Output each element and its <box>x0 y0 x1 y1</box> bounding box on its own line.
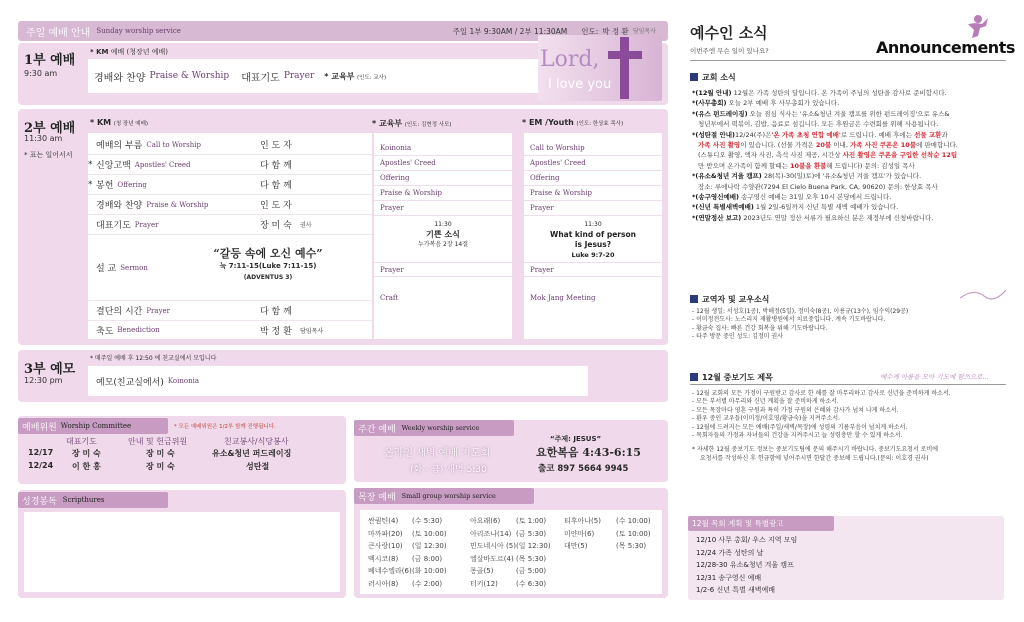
mokjang-time: (화 10:00) <box>412 567 447 575</box>
service3-panel <box>18 350 668 402</box>
service1-km: KM <box>96 48 109 56</box>
leader-name: 박 정 환 <box>602 26 629 36</box>
em-item: Call to Worship <box>524 141 662 156</box>
s2-row7: 결단의 시간 <box>96 307 143 317</box>
edu-after: Craft <box>380 294 399 302</box>
prayer-line: - 환우 중인 교우들(이미정/이호영/황금숙)을 지켜주소서. <box>692 415 840 423</box>
c-r2-c: 성탄절 <box>246 462 270 471</box>
n8-head: *(유소&청년 겨울 캠프) <box>692 172 762 181</box>
cross-image <box>538 35 662 101</box>
s1-praise-en: Praise & Worship <box>149 71 230 81</box>
s2-row8-who: 박 정 환 <box>260 326 292 337</box>
c-r2-date: 12/24 <box>28 461 54 470</box>
mokjang-group: 터키(12) <box>470 579 498 588</box>
edu-time: 11:30 <box>434 221 452 228</box>
committee-panel <box>18 416 346 484</box>
mokjang-time: (목 5:30) <box>616 542 647 550</box>
n5-red3: 가족 사진 촬영 <box>698 141 741 150</box>
n2-head: *(사무총회) <box>692 99 727 108</box>
s3-item-en: Koinonia <box>167 377 200 385</box>
n9-cont: 장소: 루에나락 수양관(7294 El Cielo Buena Park, CA, 90620) 문의: 한상효 목사 <box>698 182 938 191</box>
plan-line: 12/24 가족 성탄의 날 <box>696 548 764 557</box>
n5-red5: 가족 사진 쿠폰은 10불 <box>849 141 917 150</box>
divider <box>690 60 1006 61</box>
s2-row2-star: * <box>88 159 93 170</box>
mokjang-time: (일 12:30) <box>412 542 447 550</box>
service2-panel: 2부 예배 11:30 am * 표는 일어서서 * KM (청 장년 예배) 예배의 부름 Call to Worship 인 도 자 * 신앙고백 Apostles' Creed 다 함 께 * 봉헌 Offering 다 함 께 경배와 찬양 Praise & Worship 인 도 자 대표기도 Prayer 장 미 숙 권사 설 교 Sermon “갈등 속에 오신 예수” 눅 7:11-15(Luke 7:11-15) (ADVENTUS 3) 결단의 시간 Prayer 다 함 께 축도 Benediction 박 정 환 담임목사 * 교육부 (인도: 김현정 사모) Koinonia Apostles' Creed Offering Praise & Worship Prayer 11:30 기쁜 소식 누가복음 2장 14절 Prayer Craft * EM /Youth (인도: 한상효 목사) Call to Worship Apostles' Creed Offering Praise & Worship Prayer 11:30 What kind of person is Jesus? Luke 9:7-20 Prayer Mok Jang Meeting <box>18 109 668 345</box>
n8-text: 28(목)-30(일)토)에 '유소&청년 겨울 캠프'가 있습니다. <box>763 172 922 181</box>
mokjang-header <box>354 488 534 504</box>
care-title: 교역자 및 교우소식 <box>702 295 770 304</box>
em-after: Mok Jang Meeting <box>530 294 596 302</box>
n2-text: 오늘 2부 예배 후 사무총회가 있습니다. <box>728 99 840 108</box>
mokjang-group: 싼퀀틴(4) <box>368 517 399 525</box>
mokjang-time: (수 2:00) <box>412 579 443 588</box>
n5-text: 이 있습니다. (선물 가격은 <box>740 141 814 150</box>
n1-head: *(12월 안내) <box>692 89 732 97</box>
em-time: 11:30 <box>584 221 602 228</box>
s2-row8: 축도 <box>96 326 114 337</box>
s1-praise: 경배와 찬양 <box>94 72 146 84</box>
committee-title-en: Worship Committee <box>60 422 132 430</box>
n11-head: *(신년 특별새벽예배) <box>692 203 754 212</box>
edu-col-title: 교육부 <box>378 119 403 128</box>
mokjang-title: 목장 예배 <box>358 492 396 503</box>
n7-cont: 만 받으며 온가족이 함께 할때는 <box>698 161 788 170</box>
service2-title: 2부 예배 <box>24 121 76 136</box>
s2-row4-en: Praise & Worship <box>146 200 209 209</box>
committee-header <box>18 418 168 434</box>
c-r1-date: 12/17 <box>28 448 54 457</box>
s2-row4-who: 인 도 자 <box>260 201 292 211</box>
weekly-line2: (화 - 금) 새벽 5:30 <box>410 465 487 475</box>
mokjang-time: (수 5:30) <box>412 517 443 525</box>
mokjang-time: (목 5:30) <box>516 554 547 563</box>
love-text: I love you <box>548 77 612 92</box>
service3-order <box>88 366 588 396</box>
prayer-title: 12월 중보기도 제목 <box>702 373 773 382</box>
square-icon <box>690 295 698 303</box>
s2-row8-title: 담임목사 <box>300 327 324 335</box>
s2-row3-who: 다 함 께 <box>260 181 292 191</box>
mokjang-group: 대만(5) <box>564 542 588 550</box>
prayer-line: - 12월 교회의 모든 가정이 구원받고 감사로 한 해를 잘 마무리하고 감사로 신년을 준비하게 하소서. <box>692 390 951 397</box>
em-item: Prayer <box>524 201 662 216</box>
mokjang-time: (금 8:00) <box>412 554 443 563</box>
n4-text3: 과 <box>941 130 948 139</box>
mokjang-title-en: Small group worship service <box>401 492 496 500</box>
n5-red4: 20불 <box>815 141 832 150</box>
mokjang-grid <box>360 510 662 594</box>
mokjang-time: (일 12:30) <box>516 542 551 550</box>
committee-col2: 안내 및 헌금위원 <box>128 437 188 446</box>
weekly-panel <box>354 420 668 482</box>
c-r2-a: 이 한 홍 <box>72 462 101 471</box>
s2-row7-en: Prayer <box>146 306 171 315</box>
committee-col1: 대표기도 <box>66 437 97 446</box>
n4-head: *(성탄절 안내) <box>692 130 735 139</box>
s2-row1-en: Call to Worship <box>146 140 201 149</box>
n10-head: *(송구영신예배) <box>692 193 740 202</box>
edu-item: Offering <box>374 171 512 186</box>
mokjang-time: (금 5:30) <box>516 529 547 538</box>
scripture-title-en: Scripthures <box>62 496 105 504</box>
em-col-sub: (인도: 한상효 목사) <box>576 121 624 127</box>
mokjang-time: (금 5:00) <box>516 567 547 575</box>
n4-text2: 로 드립니다. 예배 후에는 <box>840 130 912 139</box>
em-sermon2: is Jesus? <box>574 240 612 249</box>
s1-edu-sub: (인도: 교사) <box>356 74 387 81</box>
top-header-title-en: Sunday worship service <box>96 27 181 35</box>
prayer-line: - 모든 목장마다 영혼 구원과 특히 가정 구원의 은혜와 감사가 넘쳐 나게 하소서. <box>692 406 899 414</box>
scripture-panel <box>18 490 346 598</box>
s1-edu: 교육부 <box>331 71 355 81</box>
service2-time: 11:30 am <box>24 134 63 143</box>
n7-red7: 10불을 환불 <box>789 161 827 170</box>
divider <box>690 384 1006 385</box>
mokjang-time: (수 10:00) <box>616 517 651 525</box>
n3-text: 오늘 점심 식사는 '유소&청년 겨울 캠프를 위한 펀드레이징'으로 유스& <box>749 109 950 118</box>
n6-cont: (스튜디오 촬영, 액자 사진, 측석 사진 제공, 시간상 <box>698 151 841 160</box>
edu-col-sub: (인도: 김현정 사모) <box>404 122 452 128</box>
care-line: - 황금숙 집사: 빠른 건강 회복을 위해 기도바랍니다. <box>692 324 828 332</box>
n1-text: 12월은 가족 성탄의 달입니다. 온 가족이 주님의 성탄을 감사로 준비합시다. <box>733 89 947 97</box>
s2-row1: 예배의 부름 <box>96 141 143 151</box>
prayer-note: 요청서를 작성하신 후 헌금함에 넣어주시면 한달간 중보해 드립니다.(문의: 이호경 권사) <box>700 454 929 462</box>
s2-row7-who: 다 함 께 <box>260 307 292 317</box>
service1-order: 경배와 찬양 Praise & Worship 대표기도 Prayer * 교육부 (인도: 교사) <box>88 59 588 93</box>
s2-row8-en: Benediction <box>117 326 160 334</box>
s2-km-sub: (청 장년 예배) <box>113 121 149 127</box>
s2-row5-who: 장 미 숙 <box>260 221 292 231</box>
s2-km: KM <box>96 118 112 127</box>
service3-title: 3부 예모 <box>24 362 76 377</box>
mokjang-group: 멕시코(8) <box>368 554 399 563</box>
c-r1-a: 장 미 숙 <box>72 449 101 458</box>
service3-time: 12:30 pm <box>24 376 63 385</box>
committee-col3: 친교봉사/식당봉사 <box>224 437 289 446</box>
em-item: Offering <box>524 171 662 186</box>
n3-cont: 청년부에서 떡볶이, 김밥, 음료로 섬깁니다. 모든 후원금은 수련회를 위해 사용됩니다. <box>698 120 939 129</box>
mokjang-group: 아리조나(14) <box>470 529 512 538</box>
lord-text: Lord, <box>540 47 600 72</box>
s3-item: 예모(친교실에서) <box>96 377 164 388</box>
service1-title: 1부 예배 <box>24 53 76 68</box>
s2-row4: 경배와 찬양 <box>96 201 143 211</box>
em-item: Praise & Worship <box>524 186 662 201</box>
church-news-list <box>692 88 1012 223</box>
plan-line: 12/28-30 유소&청년 겨울 캠프 <box>696 561 794 570</box>
em-col <box>524 133 662 339</box>
announcements-brand: Announcements <box>876 38 1015 57</box>
news-title: 예수인 소식 <box>690 24 768 42</box>
em-item: Apostles' Creed <box>524 156 662 171</box>
cross-vertical <box>620 37 629 99</box>
care-line: - 이미정전도사: 노스리지 재활병원에서 치료중입니다. 계속 기도바랍니다. <box>692 316 886 324</box>
mokjang-group: 미얀마(6) <box>564 529 595 538</box>
scripture-header <box>18 492 168 508</box>
s2-sermon-en: Sermon <box>120 263 148 272</box>
prayer-line: - 12월에 드려지는 모든 예배(주일/새벽/목장)에 성령의 기름부음이 넘치게 하소서. <box>692 423 908 431</box>
cross-horizontal <box>608 51 642 59</box>
service2-note: * 표는 일어서서 <box>24 151 73 159</box>
weekly-header <box>354 420 514 436</box>
s1-prayer: 대표기도 <box>241 72 280 84</box>
weekly-theme: “주제: JESUS” <box>550 435 602 443</box>
s2-sermon: 설 교 <box>96 264 117 274</box>
n4-text: 12/24(주)은 <box>735 130 772 139</box>
n5-text3: 에 판매합니다. <box>916 141 958 150</box>
service1-time: 9:30 am <box>24 69 58 78</box>
prayer-line: - 목회자들의 가정과 자녀들의 건강을 지켜주시고 늘 성령충만 할 수 있게 하소서. <box>692 432 903 440</box>
weekly-line1: 온라인 새벽 예배 기도회 <box>384 448 491 459</box>
n4-red1: '온 가족 초청 연합 예배' <box>771 130 841 139</box>
edu-ref: 누가복음 2장 14절 <box>417 241 469 248</box>
em-col-title: EM /Youth <box>528 118 574 127</box>
edu-sermon: 기쁜 소식 <box>426 230 460 239</box>
s2-row5: 대표기도 <box>96 221 131 231</box>
weekly-book: 요한복음 4:43-6:15 <box>536 446 641 459</box>
sermon-advent: (ADVENTUS 3) <box>243 274 293 281</box>
s2-row3-en: Offering <box>117 180 147 189</box>
committee-title: 예배위원 <box>22 422 57 433</box>
weekly-title-en: Weekly worship service <box>401 424 480 432</box>
n6-red6: 사진 촬영은 쿠폰을 구입한 선착순 12팀 <box>842 151 958 160</box>
em-ref: Luke 9:7-20 <box>571 251 615 259</box>
service3-note: * 매주일 예배 후 12:50 에 친교실에서 모입니다 <box>90 355 217 362</box>
mokjang-group: 마까파(20) <box>368 529 403 538</box>
leader-title: 담임목사 <box>632 27 656 35</box>
n4-red2: 선물 교환 <box>914 130 942 139</box>
service1-km-sub: 예배 (청장년 예배) <box>110 48 168 56</box>
plan-title: 12월 목회 계획 및 특별광고 <box>688 516 834 531</box>
service2-order <box>88 133 372 339</box>
n7-text: 해 드립니다) 문의: 김성일 목사 <box>826 161 915 170</box>
care-list <box>692 308 1012 342</box>
mokjang-group: 큰사랑(10) <box>368 542 403 550</box>
s2-row2-en: Apostles' Creed <box>134 160 191 169</box>
leader-label: 인도: <box>581 26 599 36</box>
mokjang-group: 러시아(8) <box>368 579 399 588</box>
s2-row2: 신앙고백 <box>96 161 131 171</box>
care-line: - 타주 방문 중인 성도: 김정미 권사 <box>692 333 783 341</box>
edu-col <box>374 133 512 339</box>
em-after: Prayer <box>524 262 662 277</box>
mokjang-group: 베네수엘라(6) <box>368 567 412 575</box>
square-icon <box>690 373 698 381</box>
care-heading <box>690 294 769 305</box>
mokjang-group: 민도네시아 (5) <box>470 542 516 550</box>
edu-after: Prayer <box>374 262 512 277</box>
n11-text: 1월 2일-6일까지 신년 특별 새벽 예배가 있습니다. <box>755 203 899 212</box>
scripture-body <box>24 512 340 592</box>
mokjang-time: (토 10:00) <box>412 529 447 538</box>
prayer-list <box>692 390 1012 463</box>
mokjang-group: 엘살바도르(4) <box>470 554 514 563</box>
em-sermon1: What kind of person <box>550 230 636 239</box>
mokjang-group: 아요래(6) <box>470 517 501 525</box>
mokjang-time: (토 10:00) <box>616 529 651 538</box>
c-r2-b: 장 미 숙 <box>146 462 175 471</box>
sermon-ref: 눅 7:11-15(Luke 7:11-15) <box>219 262 317 270</box>
square-icon <box>690 73 698 81</box>
plan-line: 1/2-6 신년 특별 새벽예배 <box>696 586 776 595</box>
edu-item: Apostles' Creed <box>374 156 512 171</box>
top-header-title: 주일 예배 안내 <box>26 27 91 39</box>
care-line: - 12월 생일: 서성호(1공), 박해정(5일), 정미숙(8공), 이용규(13수), 임수익(29공) <box>692 308 909 315</box>
mokjang-time: (수 6:30) <box>516 579 547 588</box>
sermon-title: “갈등 속에 오신 예수” <box>213 247 323 260</box>
s2-row5-en: Prayer <box>134 220 159 229</box>
mokjang-group: 몽골(5) <box>470 567 494 575</box>
prayer-line: - 모든 부서별 마무리와 신년 계획을 잘 준비하게 하소서. <box>692 398 839 406</box>
s2-row5-title: 권사 <box>300 222 312 229</box>
prayer-heading <box>690 372 773 383</box>
committee-note: * 모든 예배위원은 1/2부 함께 진행됩니다. <box>174 424 276 430</box>
service-times: 주일 1부 9:30AM / 2부 11:30AM <box>452 26 568 36</box>
figure-icon <box>960 14 990 40</box>
s2-row2-who: 다 함 께 <box>260 161 292 171</box>
c-r1-b: 장 미 숙 <box>146 449 175 458</box>
edu-item: Praise & Worship <box>374 186 512 201</box>
n12-text: 2023년도 연말 정산 서류가 필요하신 분은 재정부에 신청바랍니다. <box>743 213 934 222</box>
scripture-title: 성경봉독 <box>22 496 57 507</box>
c-r1-c: 유소&청년 퍼드레이징 <box>212 449 292 458</box>
plan-line: 12/31 송구영신 예배 <box>696 573 762 582</box>
prayer-tag: 예수께 아름을 모아 기도에 함쓰으로... <box>880 373 989 381</box>
edu-item: Prayer <box>374 201 512 216</box>
swirl-icon <box>960 286 1006 302</box>
service1-panel: 1부 예배 9:30 am * KM 예배 (청장년 예배) 경배와 찬양 Praise & Worship 대표기도 Prayer * 교육부 (인도: 교사) Lord, I love you <box>18 43 668 105</box>
mokjang-group: 티후아나(5) <box>564 517 601 525</box>
church-news-title: 교회 소식 <box>702 73 736 82</box>
plan-list <box>696 534 797 597</box>
n5-text2: 이내, <box>833 141 848 150</box>
prayer-note: * 자세한 12월 중보기도 정보는 중보기도팀에 문의 해주시기 바랍니다. 중보기도요청서 로비에 <box>692 446 939 454</box>
s1-prayer-en: Prayer <box>283 71 315 81</box>
news-subtitle: 이번주엔 무슨 일이 있나요? <box>690 47 769 55</box>
weekly-title: 주간 예배 <box>358 424 396 435</box>
plan-panel <box>688 516 1004 600</box>
weekly-aux: 출코 897 5664 9945 <box>538 464 629 474</box>
mokjang-panel <box>354 488 668 598</box>
n3-head: *(유스 펀드레이징) <box>692 109 748 118</box>
n12-head: *(연말정산 보고) <box>692 213 742 222</box>
s2-row1-who: 인 도 자 <box>260 141 292 151</box>
edu-item: Koinonia <box>374 141 512 156</box>
s2-row3-star: * <box>88 179 93 190</box>
n10-text: 송구영신 예배는 31일 오후 10시 본당에서 드립니다. <box>741 193 892 202</box>
church-news-heading <box>690 72 736 83</box>
s2-row3: 봉헌 <box>96 181 114 191</box>
mokjang-time: (토 1:00) <box>516 517 547 525</box>
plan-line: 12/10 사무 총회/ 우스 지역 모임 <box>696 536 798 544</box>
